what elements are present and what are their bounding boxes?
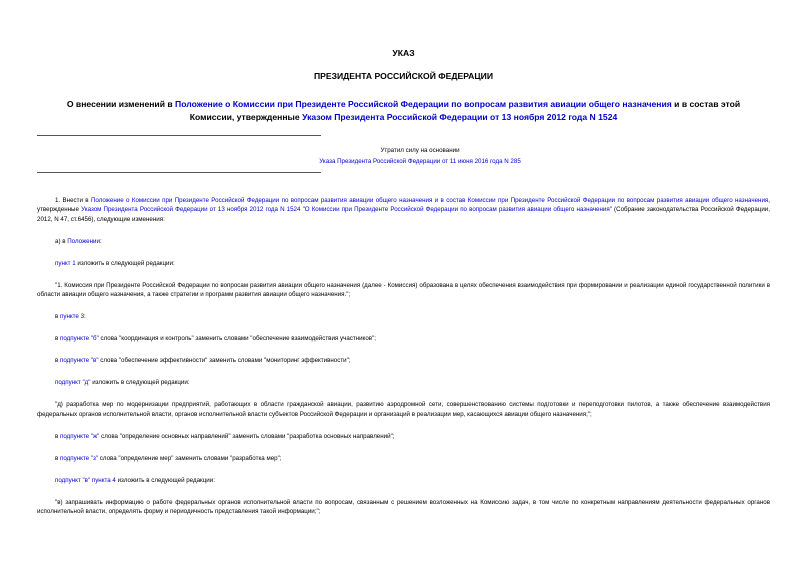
paragraph-8 [37,378,770,387]
text-span: , утвержденные [37,197,770,214]
paragraph-10 [37,432,770,441]
subject-prefix: О внесении изменений в [66,99,176,109]
paragraph-3 [37,259,770,268]
paragraph-4: "1. Комиссия при Президенте Российской Федерации по вопросам развития авиации общего назначения (далее - Комиссия) образована в целях обеспечения взаимодействия при формировании и реализации единой государственной политики в области авиации общего назначения, а также стратегии и программ развития авиации общего назначения."; [37,281,770,299]
paragraph-1 [37,196,770,224]
paragraph-13: "в) запрашивать информацию о работе федеральных органов исполнительной власти по вопросам, связанным с решением возложенных на Комиссию задач, в том числе по конкретным направлениям деятельности федеральных органов исполнительной власти, определять форму и периодичность представления такой информации;"; [37,498,770,516]
text-span: изложить в следующей редакции: [90,379,190,387]
text-span: (Собрание законодательства Российской Федерации, 2012, N 47, ст.6456), следующие изменения: [37,206,770,223]
link-regulation-short[interactable]: Положении [67,237,100,245]
text-span: изложить в следующей редакции: [115,476,215,484]
link-subitem-z[interactable]: подпункте "з" [60,454,99,462]
link-regulation[interactable]: Положение о Комиссии при Президенте Российской Федерации по вопросам развития авиации общего назначения и в состав Комиссии при Президенте Российской Федерации по вопросам развития авиации общего назначения [90,197,769,204]
text-span: в [55,313,61,321]
divider-bottom [37,172,321,173]
text-span: слова "определение основных направлений" заменить словами "разработка основных направлений"; [99,432,395,440]
paragraph-7 [37,356,770,365]
text-span: слова "обеспечение эффективности" заменить словами "мониторинг эффективности"; [98,357,351,365]
divider-top [37,135,321,136]
document-title: УКАЗ [392,48,415,58]
link-subitem-d[interactable]: подпункт "д" [55,379,91,387]
link-subitem-v-item-4[interactable]: подпункт "в" пункта 4 [55,476,116,484]
status-note-line1: Утратил силу на основании [380,147,460,154]
subject-link-regulation[interactable]: Положение о Комиссии при Президенте Российской Федерации по вопросам развития авиации общего назначения [175,99,672,109]
link-subitem-b[interactable]: подпункте "б" [60,335,99,343]
paragraph-12 [37,476,770,485]
paragraph-2 [37,237,770,246]
text-span: изложить в следующей редакции: [75,259,175,267]
text-span: в [55,335,61,343]
text-span: в [55,432,61,440]
text-span: в [55,357,61,365]
status-note-link[interactable]: Указа Президента Российской Федерации от 11 июня 2016 года N 285 [319,158,521,165]
text-span: а) в [55,237,68,245]
text-span: слова "определение мер" заменить словами "разработка мер"; [98,454,282,462]
text-span: : [84,313,86,321]
text-span: слова "координация и контроль" заменить словами "обеспечение взаимодействия участников"; [98,335,376,343]
text-span: в [55,454,61,462]
document-subtitle: ПРЕЗИДЕНТА РОССИЙСКОЙ ФЕДЕРАЦИИ [313,71,494,81]
link-item-1[interactable]: пункт 1 [55,259,76,267]
text-span: 1. Внести в [55,197,91,204]
text-span: : [99,237,102,245]
subject-link-decree[interactable]: Указом Президента Российской Федерации от 13 ноября 2012 года N 1524 [302,112,618,122]
link-item-3[interactable]: пункте 3 [60,313,85,321]
subject-middle: и в состав этой Комиссии, утвержденные [189,99,741,122]
paragraph-9: "д) разработка мер по модернизации предприятий, работающих в области гражданской авиации, развитию аэродромной сети, совершенствованию системы подготовки и переподготовки пилотов, а также обеспечение взаимодействия федеральных органов исполнительной власти, органов исполнительной власти субъектов Российской Федерации и организаций в реализации мер, касающихся авиации общего назначения;"; [37,401,770,418]
paragraph-6 [37,334,770,343]
paragraph-5 [37,312,770,321]
link-decree-1524[interactable]: Указом Президента Российской Федерации от 13 ноября 2012 года N 1524 "О Комиссии при Президенте Российской Федерации по вопросам развития авиации общего назначения" [81,206,612,214]
paragraph-11 [37,454,770,463]
link-subitem-zh[interactable]: подпункте "ж" [60,432,100,440]
status-note [200,145,640,167]
document-subject [50,98,757,124]
link-subitem-v[interactable]: подпункте "в" [60,357,99,365]
document-body [37,196,770,516]
